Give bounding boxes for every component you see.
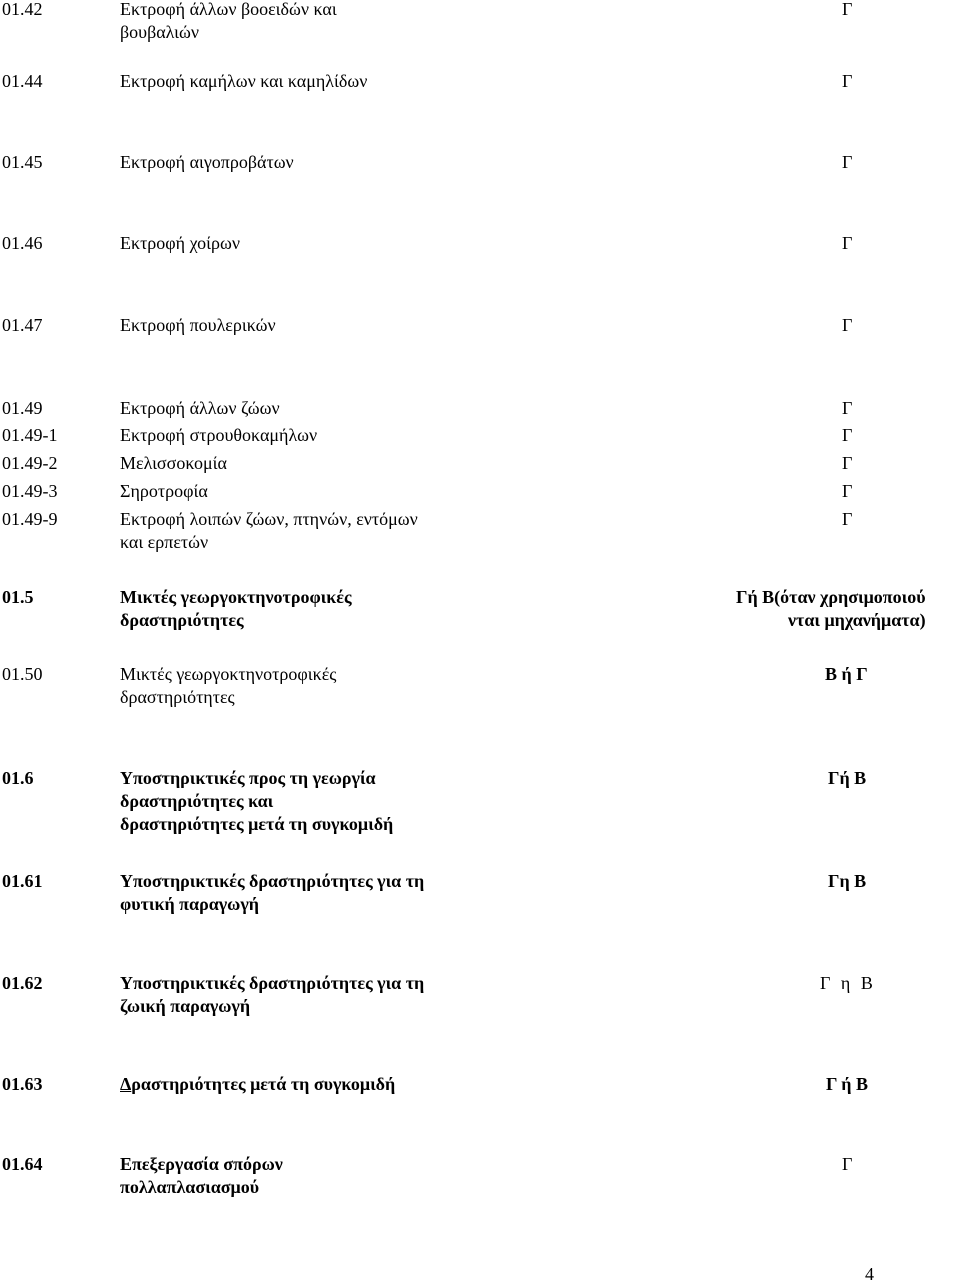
description-line: ζωική παραγωγή: [120, 996, 251, 1016]
activity-description: [120, 70, 520, 93]
category-value: Γ ή Β: [826, 1074, 869, 1094]
description-line: βουβαλιών: [120, 22, 199, 42]
activity-code: 01.49-9: [2, 509, 58, 529]
description-line: Υποστηρικτικές δραστηριότητες για τη: [120, 871, 425, 891]
description-line: δραστηριότητες: [120, 610, 244, 630]
category-value: Γ: [842, 398, 853, 418]
description-line: Επεξεργασία σπόρων: [120, 1154, 283, 1174]
category-value: Γ: [842, 481, 853, 501]
activity-code: 01.46: [2, 233, 43, 253]
description-line: ραστηριότητες μετά τη συγκομιδή: [131, 1074, 396, 1094]
description-line: Μικτές γεωργοκτηνοτροφικές: [120, 587, 352, 607]
activity-description: [120, 232, 520, 255]
category-value: Γ: [842, 0, 853, 19]
description-line: Εκτροφή χοίρων: [120, 233, 240, 253]
activity-code: 01.44: [2, 71, 43, 91]
activity-code: 01.49-1: [2, 425, 58, 445]
activity-code: 01.49-3: [2, 481, 58, 501]
category-value: Γ: [842, 453, 853, 473]
activity-code: 01.61: [2, 871, 43, 891]
activity-description: [120, 397, 520, 420]
description-line: δραστηριότητες: [120, 687, 235, 707]
category-value: [736, 586, 926, 632]
category-line: Γή Β(όταν χρησιμοποιού: [736, 587, 926, 607]
activity-code: 01.5: [2, 587, 34, 607]
description-line: Εκτροφή καμήλων και καμηλίδων: [120, 71, 368, 91]
description-line: φυτική παραγωγή: [120, 894, 259, 914]
activity-code: 01.49-2: [2, 453, 58, 473]
description-initial: Δ: [120, 1074, 132, 1094]
activity-code: 01.47: [2, 315, 43, 335]
description-line: Εκτροφή αιγοπροβάτων: [120, 152, 294, 172]
activity-description: [120, 314, 520, 337]
activity-code: 01.42: [2, 0, 43, 19]
category-value: Γ: [842, 1154, 853, 1174]
activity-description: [120, 480, 520, 503]
description-line: Εκτροφή πουλερικών: [120, 315, 276, 335]
activity-code: 01.45: [2, 152, 43, 172]
description-line: Μικτές γεωργοκτηνοτροφικές: [120, 664, 337, 684]
category-value: Γ η Β: [820, 973, 873, 993]
activity-description: [120, 663, 520, 709]
category-value: Γή Β: [828, 768, 867, 788]
description-line: Εκτροφή άλλων ζώων: [120, 398, 280, 418]
description-line: Εκτροφή άλλων βοοειδών και: [120, 0, 337, 19]
activity-code: 01.50: [2, 664, 43, 684]
description-line: Σηροτροφία: [120, 481, 208, 501]
activity-description: [120, 151, 520, 174]
activity-code: 01.62: [2, 973, 43, 993]
category-value: Γ: [842, 71, 853, 91]
activity-code: 01.64: [2, 1154, 43, 1174]
activity-description: [120, 972, 520, 1018]
page-number: 4: [865, 1264, 874, 1284]
description-line: Εκτροφή λοιπών ζώων, πτηνών, εντόμων: [120, 509, 418, 529]
activity-code: 01.6: [2, 768, 34, 788]
activity-description: [120, 870, 520, 916]
activity-description: [120, 0, 520, 44]
activity-description: [120, 1153, 520, 1199]
activity-description: [120, 767, 520, 836]
category-value: Γ: [842, 315, 853, 335]
activity-code: 01.49: [2, 398, 43, 418]
category-line: νται μηχανήματα): [788, 610, 926, 630]
description-line: δραστηριότητες μετά τη συγκομιδή: [120, 814, 394, 834]
activity-description: [120, 1073, 520, 1096]
activity-description: [120, 508, 520, 554]
activity-description: [120, 586, 520, 632]
category-value: Γη Β: [828, 871, 867, 891]
description-line: και ερπετών: [120, 532, 209, 552]
description-line: Μελισσοκομία: [120, 453, 227, 473]
category-value: Γ: [842, 152, 853, 172]
description-line: δραστηριότητες και: [120, 791, 274, 811]
activity-code: 01.63: [2, 1074, 43, 1094]
activity-description: [120, 452, 520, 475]
description-line: Υποστηρικτικές προς τη γεωργία: [120, 768, 376, 788]
description-line: Υποστηρικτικές δραστηριότητες για τη: [120, 973, 425, 993]
category-value: Γ: [842, 233, 853, 253]
category-value: Γ: [842, 425, 853, 445]
category-value: Γ: [842, 509, 853, 529]
category-value: Β ή Γ: [825, 664, 868, 684]
activity-description: [120, 424, 520, 447]
description-line: πολλαπλασιασμού: [120, 1177, 260, 1197]
description-line: Εκτροφή στρουθοκαμήλων: [120, 425, 318, 445]
